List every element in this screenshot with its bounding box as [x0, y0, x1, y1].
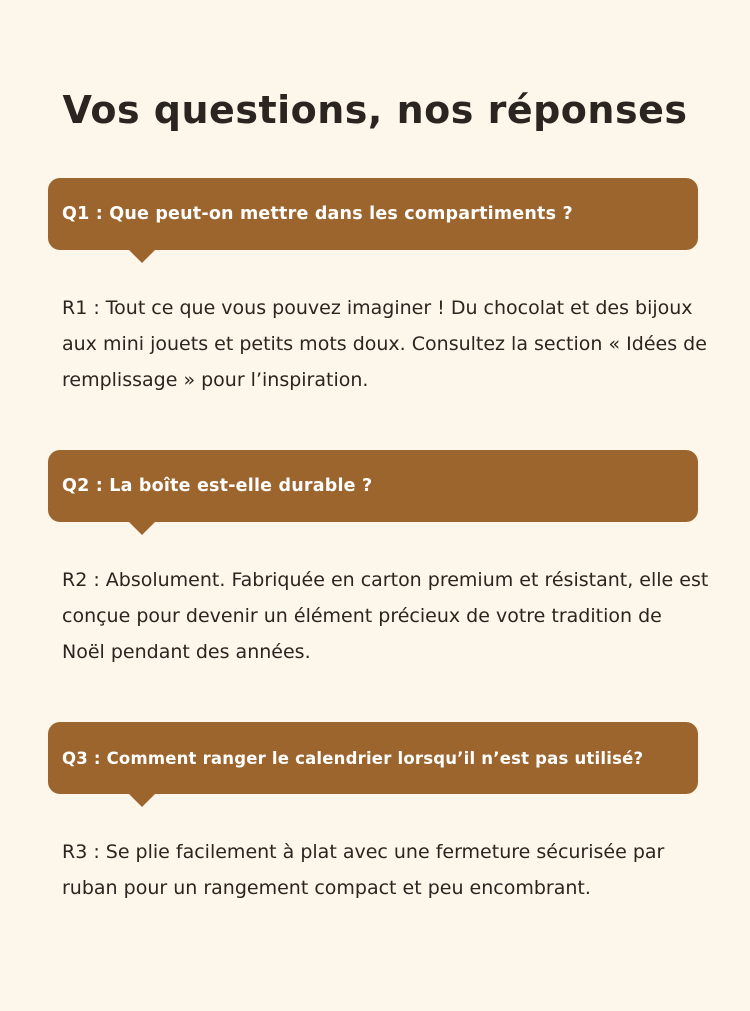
- answer-text: R3 : Se plie facilement à plat avec une fermeture sécurisée par ruban pour un rangement compact et peu encombrant.: [62, 841, 665, 899]
- question-bubble: [48, 722, 698, 794]
- faq-item: [48, 450, 709, 663]
- faq-item: [48, 722, 698, 899]
- answer-text: R2 : Absolument. Fabriquée en carton premium et résistant, elle est conçue pour devenir un élément précieux de votre tradition de Noël pendant des années.: [62, 569, 709, 663]
- question-text: Q3 : Comment ranger le calendrier lorsqu’il n’est pas utilisé?: [62, 748, 644, 768]
- question-text: Q2 : La boîte est-elle durable ?: [62, 476, 373, 496]
- question-text: Q1 : Que peut-on mettre dans les compartiments ?: [62, 204, 573, 224]
- question-bubble: [48, 450, 698, 522]
- answer-text: R1 : Tout ce que vous pouvez imaginer ! Du chocolat et des bijoux aux mini jouets et petits mots doux. Consultez la section « Idées de remplissage » pour l’inspiration.: [62, 297, 707, 391]
- faq-item: [48, 178, 707, 391]
- page-title: Vos questions, nos réponses: [62, 88, 688, 132]
- question-bubble: [48, 178, 698, 250]
